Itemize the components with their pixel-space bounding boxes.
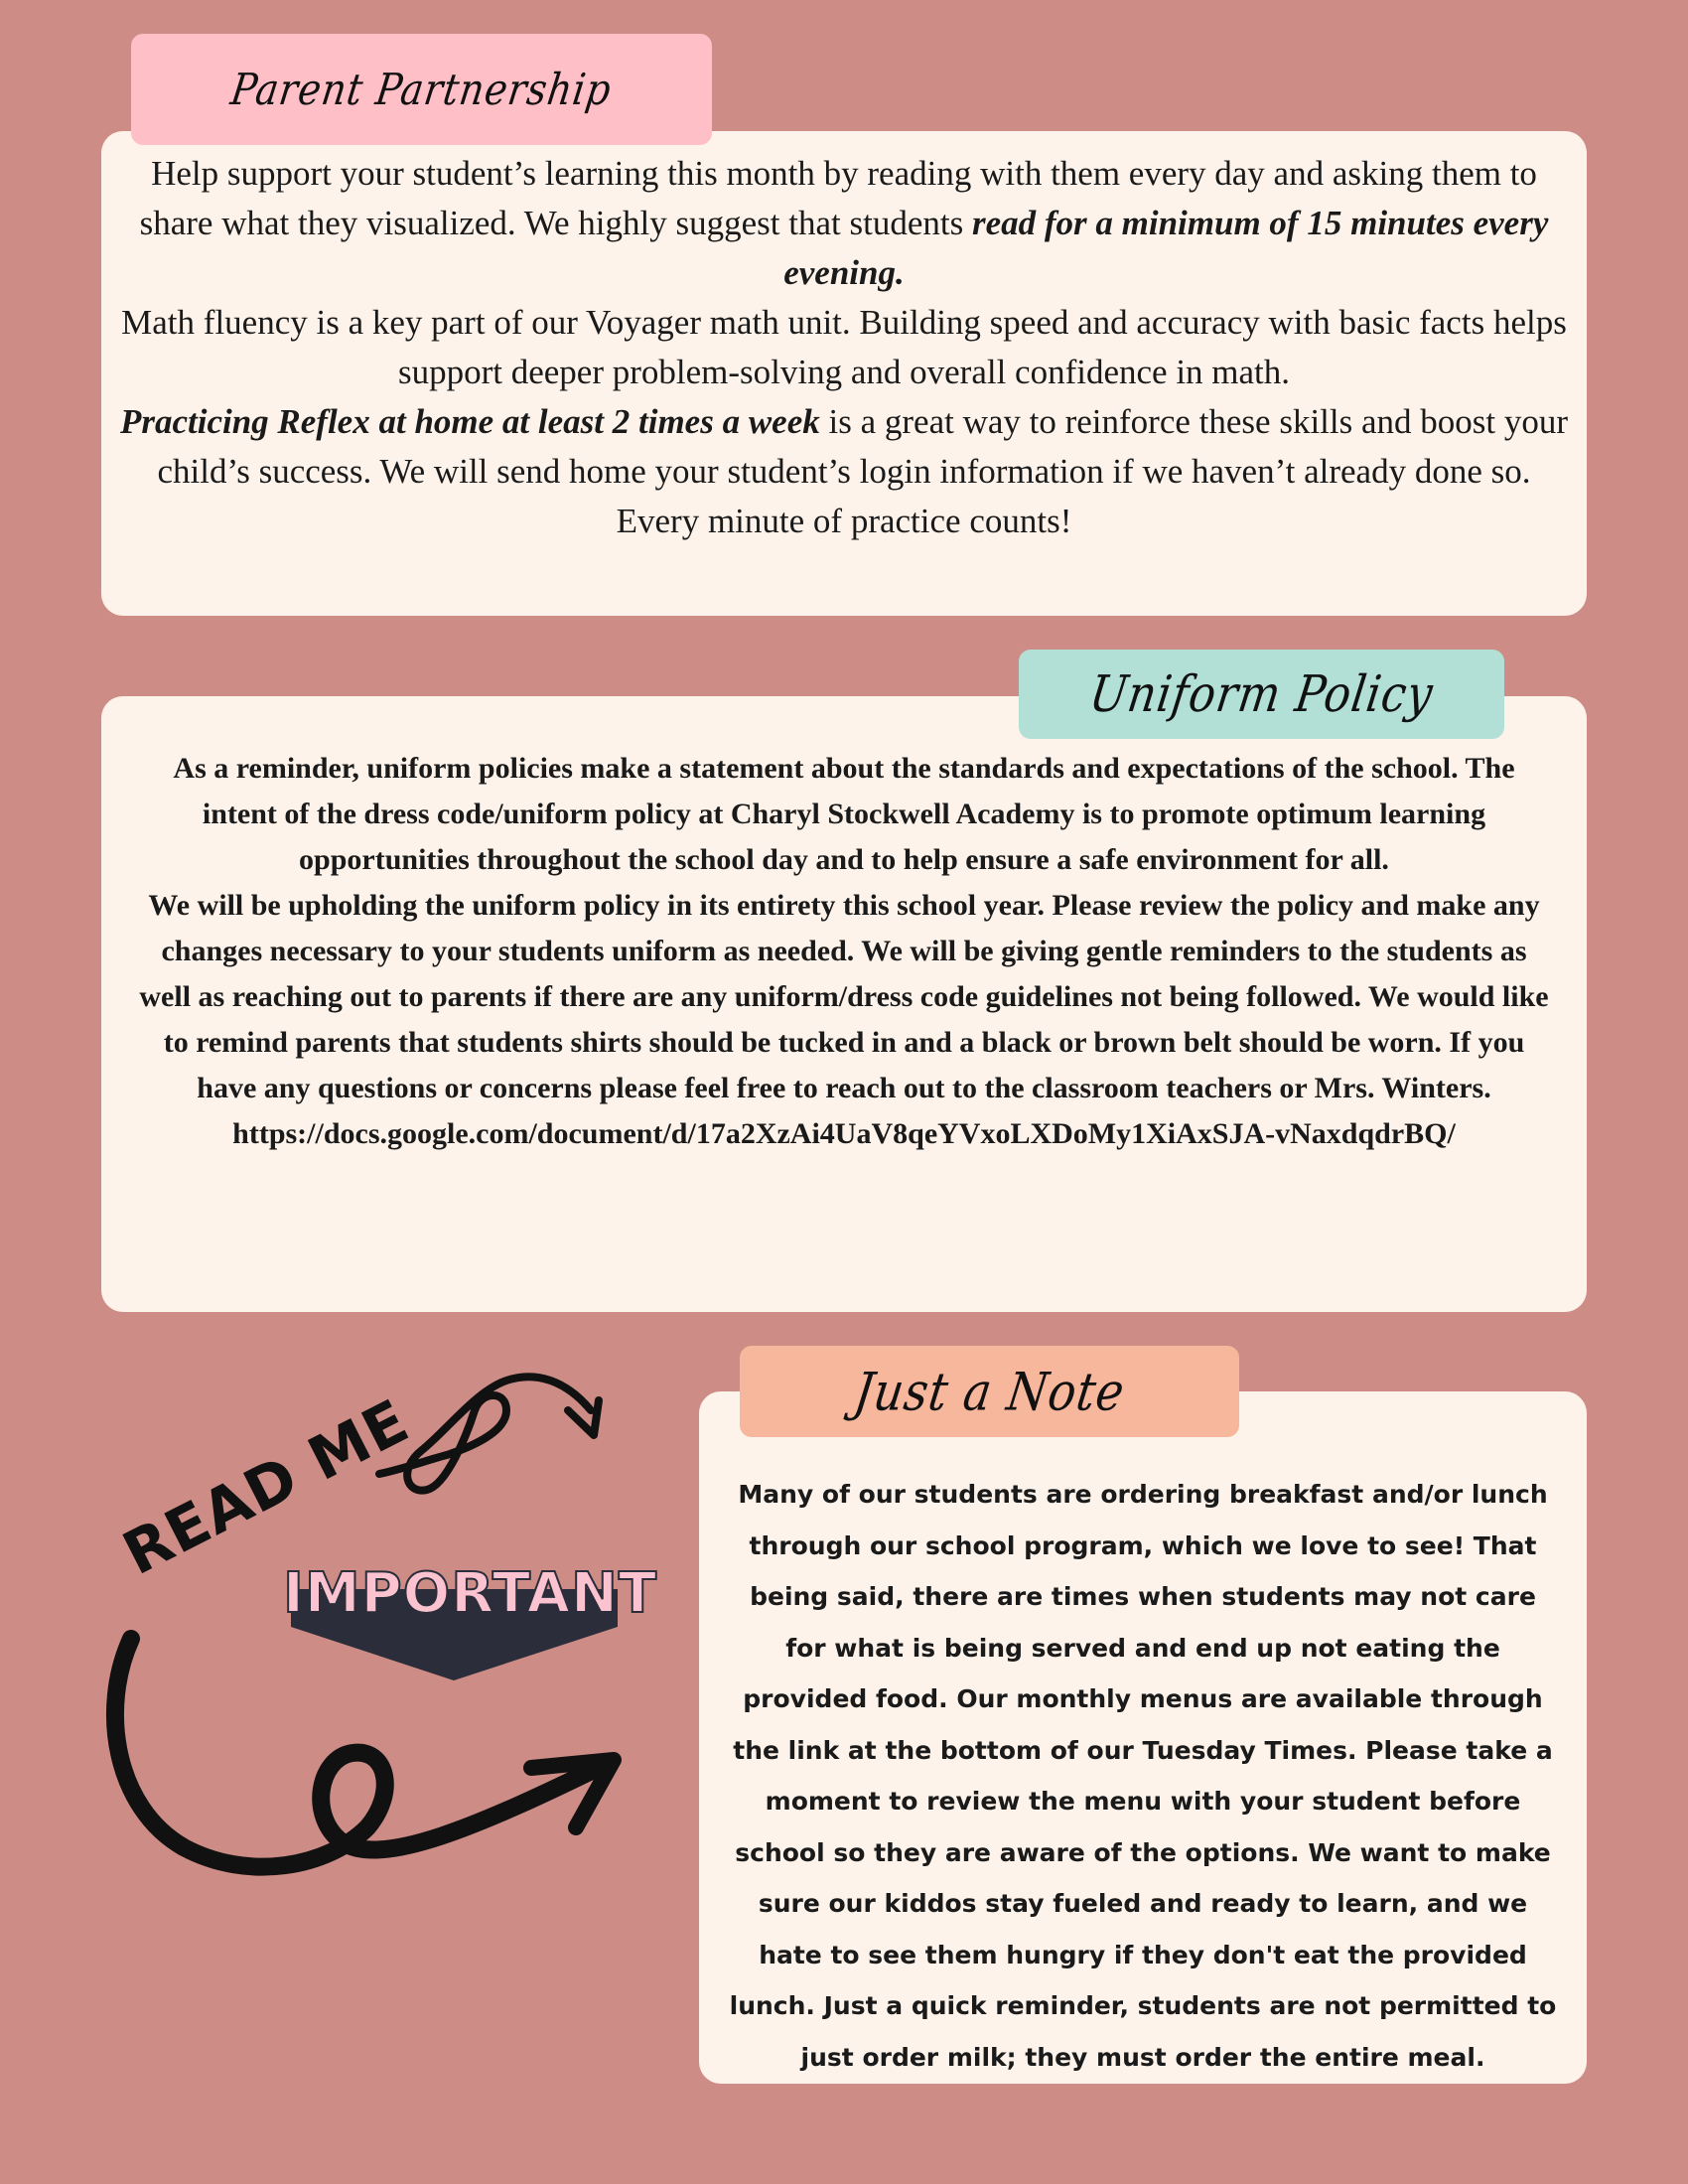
just-a-note-body: Many of our students are ordering breakfast and/or lunch through our school program, which we love to see! That being said, there are times when students may not care for what is being served and end up not eating the provided food. Our monthly menus are available through the link at the bottom of our Tuesday Times. Please take a moment to review the menu with your student before school so they are aware of the options. We want to make sure our kiddos stay fueled and ready to learn, and we hate to see them hungry if they don't eat the provided lunch. Just a quick reminder, students are not permitted to just order milk; they must order the entire meal. <box>729 1480 1557 2072</box>
parent-partnership-tab <box>131 34 712 145</box>
parent-partnership-card <box>101 131 1587 616</box>
parent-partnership-body <box>119 149 1569 546</box>
parent-partnership-title: Parent Partnership <box>227 64 616 115</box>
uniform-policy-paragraph-1: As a reminder, uniform policies make a statement about the standards and expectations of the school. The intent of the dress code/uniform policy at Charyl Stockwell Academy is to promote optimum learning opportunities throughout the school day and to help ensure a safe environment for all. <box>173 752 1515 876</box>
uniform-policy-title: Uniform Policy <box>1085 664 1438 724</box>
just-a-note-tab <box>740 1346 1239 1437</box>
uniform-policy-link[interactable]: https://docs.google.com/document/d/17a2XzAi4UaV8qeYVxoLXDoMy1XiAxSJA-vNaxdqdrBQ/ <box>232 1117 1456 1150</box>
reading-emphasis: read for a minimum of 15 minutes every evening. <box>783 204 1549 292</box>
uniform-policy-body <box>137 746 1551 1157</box>
reflex-emphasis: Practicing Reflex at home at least 2 times a week <box>119 402 820 441</box>
read-me-label: READ ME <box>112 1385 421 1589</box>
parent-partnership-paragraph-2: Math fluency is a key part of our Voyager math unit. Building speed and accuracy with basic facts helps support deeper problem-solving and overall confidence in math. <box>121 303 1567 391</box>
uniform-policy-card <box>101 696 1587 1312</box>
reading-text: Help support your student’s learning this month by reading with them every day and asking them to share what they visualized. We highly suggest that students <box>139 154 1537 242</box>
just-a-note-card <box>699 1391 1587 2084</box>
uniform-policy-tab <box>1019 650 1504 739</box>
parent-partnership-paragraph-3 <box>119 397 1569 546</box>
reflex-text: is a great way to reinforce these skills and boost your child’s success. We will send home your student’s login information if we haven’t already done so. Every minute of practice counts! <box>157 402 1569 540</box>
important-label: IMPORTANT <box>283 1561 658 1626</box>
parent-partnership-paragraph-1 <box>119 149 1569 298</box>
just-a-note-title: Just a Note <box>850 1360 1129 1423</box>
uniform-policy-paragraph-2: We will be upholding the uniform policy in its entirety this school year. Please review the policy and make any changes necessary to your students uniform as needed. We will be giving gentle reminders to the students as well as reaching out to parents if there are any uniform/dress code guidelines not being followed. We would like to remind parents that students shirts should be tucked in and a black or brown belt should be worn. If you have any questions or concerns please feel free to reach out to the classroom teachers or Mrs. Winters. <box>139 889 1549 1104</box>
